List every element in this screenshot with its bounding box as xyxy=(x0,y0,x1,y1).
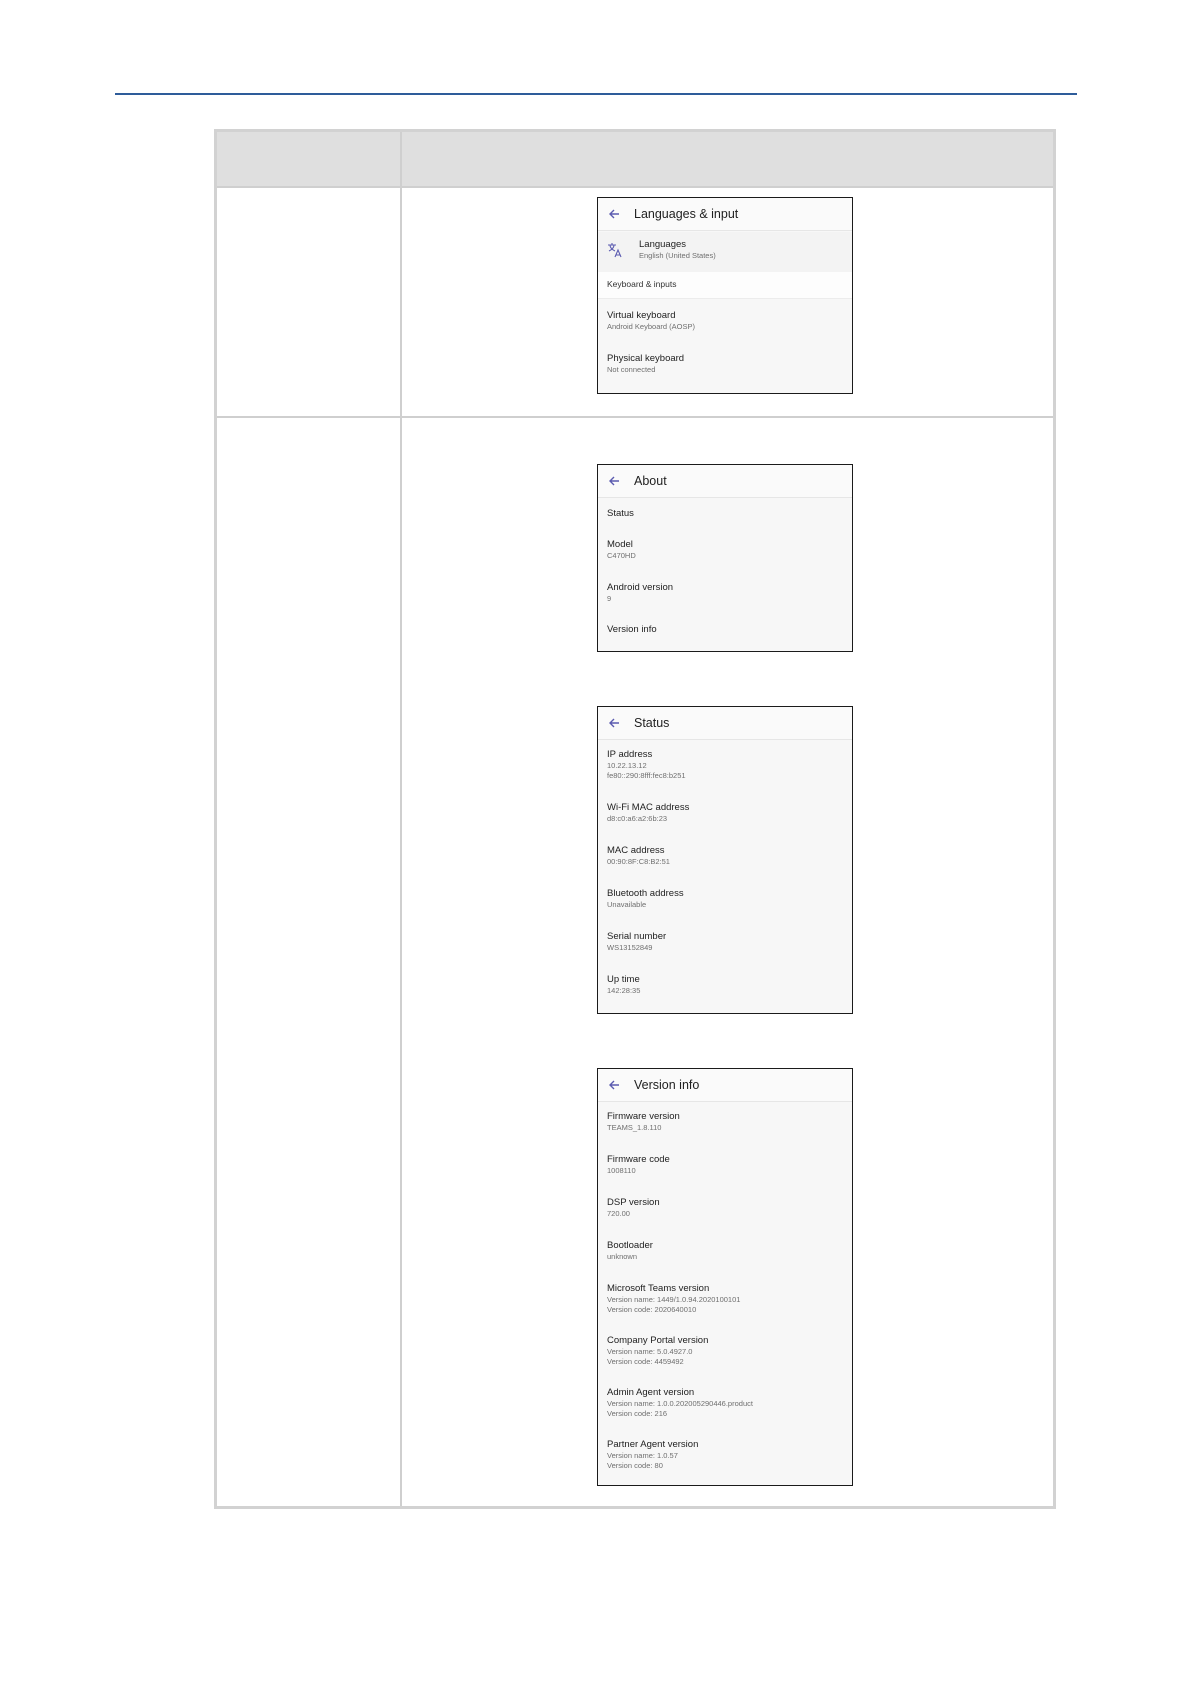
item-value: 00:90:8F:C8:B2:51 xyxy=(607,857,670,866)
item-label: DSP version xyxy=(607,1197,660,1208)
settings-item[interactable] xyxy=(607,539,846,561)
item-value: Version code: 2020640010 xyxy=(607,1304,697,1314)
item-label: Virtual keyboard xyxy=(607,310,676,321)
translate-icon xyxy=(607,242,623,258)
header-rule xyxy=(115,93,1077,95)
settings-item[interactable] xyxy=(607,310,846,332)
item-value: Not connected xyxy=(607,365,656,374)
settings-item[interactable] xyxy=(607,353,846,375)
screen-title: Languages & input xyxy=(634,207,739,221)
item-label: Firmware version xyxy=(607,1111,680,1122)
settings-item[interactable] xyxy=(607,931,846,953)
item-label: Company Portal version xyxy=(607,1335,709,1346)
item-value: 10.22.13.12 xyxy=(607,761,647,770)
item-label: Version info xyxy=(607,624,657,635)
settings-item[interactable] xyxy=(607,1111,846,1133)
settings-item[interactable] xyxy=(607,845,846,867)
item-value: 1008110 xyxy=(607,1166,636,1175)
languages-input-screenshot xyxy=(597,197,853,394)
item-label: Up time xyxy=(607,974,640,985)
settings-item[interactable] xyxy=(607,749,846,780)
settings-item[interactable] xyxy=(607,1335,846,1366)
item-value: Version name: 1449/1.0.94.2020100101 xyxy=(607,1295,741,1304)
settings-item[interactable] xyxy=(607,1197,846,1219)
item-value: Android Keyboard (AOSP) xyxy=(607,322,695,331)
settings-item[interactable] xyxy=(607,1283,846,1314)
screen-header xyxy=(598,198,852,231)
item-label: Physical keyboard xyxy=(607,353,685,364)
keyboard-inputs-label: Keyboard & inputs xyxy=(607,279,677,289)
table-row-1-cell-1 xyxy=(217,188,402,416)
item-value: 142:28:35 xyxy=(607,986,641,995)
settings-item[interactable] xyxy=(607,624,846,636)
section-header xyxy=(598,272,852,299)
settings-item[interactable] xyxy=(607,1240,846,1262)
item-value: d8:c0:a6:a2:6b:23 xyxy=(607,814,668,823)
settings-item[interactable] xyxy=(607,1439,846,1470)
back-arrow-icon[interactable] xyxy=(608,475,620,487)
item-value: Unavailable xyxy=(607,900,647,909)
table-row-2-cell-1 xyxy=(217,418,402,1506)
screen-title: Version info xyxy=(634,1078,700,1092)
item-value: Version name: 5.0.4927.0 xyxy=(607,1347,693,1356)
screen-header xyxy=(598,1069,852,1102)
table-header-cell-1 xyxy=(217,132,402,186)
item-label: Wi-Fi MAC address xyxy=(607,802,690,813)
screen-header xyxy=(598,465,852,498)
back-arrow-icon[interactable] xyxy=(608,717,620,729)
about-screenshot xyxy=(597,464,853,652)
settings-item[interactable] xyxy=(607,1154,846,1176)
item-value: TEAMS_1.8.110 xyxy=(607,1123,662,1132)
item-label: Admin Agent version xyxy=(607,1387,695,1398)
settings-item[interactable] xyxy=(607,582,846,604)
item-label: Bluetooth address xyxy=(607,888,684,899)
languages-value: English (United States) xyxy=(639,251,716,260)
item-label: Firmware code xyxy=(607,1154,670,1165)
item-value: unknown xyxy=(607,1252,638,1261)
settings-item[interactable] xyxy=(607,508,846,520)
item-value: Version code: 216 xyxy=(607,1408,668,1418)
item-value: Version name: 1.0.57 xyxy=(607,1451,678,1460)
item-label: Status xyxy=(607,508,634,519)
item-label: IP address xyxy=(607,749,653,760)
screen-title: Status xyxy=(634,716,670,730)
item-value: 720.00 xyxy=(607,1209,630,1218)
item-label: Android version xyxy=(607,582,674,593)
table-header-row xyxy=(217,132,1053,188)
settings-item[interactable] xyxy=(607,974,846,996)
item-label: Microsoft Teams version xyxy=(607,1283,710,1294)
back-arrow-icon[interactable] xyxy=(608,208,620,220)
status-screenshot xyxy=(597,706,853,1014)
item-label: Bootloader xyxy=(607,1240,653,1251)
item-value: Version code: 80 xyxy=(607,1460,663,1470)
version-info-screenshot xyxy=(597,1068,853,1486)
item-label: MAC address xyxy=(607,845,665,856)
item-label: Partner Agent version xyxy=(607,1439,699,1450)
settings-item[interactable] xyxy=(607,1387,846,1418)
settings-item[interactable] xyxy=(607,888,846,910)
languages-label: Languages xyxy=(639,239,687,250)
item-value: Version name: 1.0.0.202005290446.product xyxy=(607,1399,753,1408)
item-label: Serial number xyxy=(607,931,667,942)
item-value: fe80::290:8fff:fec8:b251 xyxy=(607,770,686,780)
back-arrow-icon[interactable] xyxy=(608,1079,620,1091)
item-label: Model xyxy=(607,539,633,550)
item-value: 9 xyxy=(607,594,612,603)
item-value: WS13152849 xyxy=(607,943,653,952)
item-value: C470HD xyxy=(607,551,636,560)
screen-header xyxy=(598,707,852,740)
item-value: Version code: 4459492 xyxy=(607,1356,684,1366)
settings-item[interactable] xyxy=(607,802,846,824)
languages-item[interactable] xyxy=(598,232,852,272)
screen-title: About xyxy=(634,474,667,488)
